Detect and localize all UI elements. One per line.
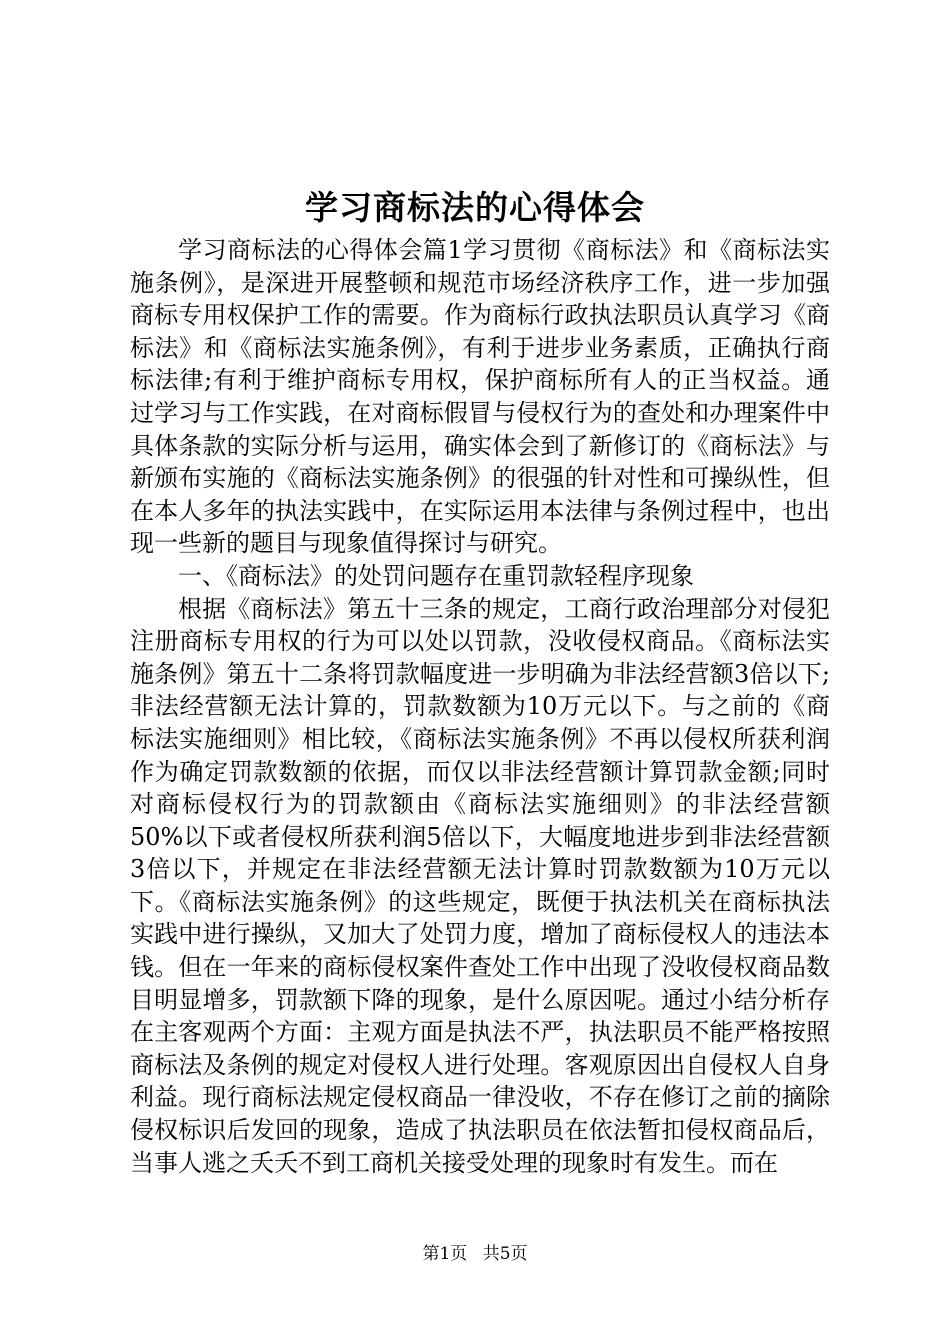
page-footer [0,1242,950,1266]
document-body [130,234,830,1179]
paragraph-intro: 学习商标法的心得体会篇1学习贯彻《商标法》和《商标法实施条例》，是深进开展整顿和规范市场经济秩序工作，进一步加强商标专用权保护工作的需要。作为商标行政执法职员认真学习《商标法》和《商标法实施条例》，有利于进步业务素质，正确执行商标法律;有利于维护商标专用权，保护商标所有人的正当权益。通过学习与工作实践，在对商标假冒与侵权行为的查处和办理案件中具体条款的实际分析与运用，确实体会到了新修订的《商标法》与新颁布实施的《商标法实施条例》的很强的针对性和可操纵性，但在本人多年的执法实践中，在实际运用本法律与条例过程中，也出现一些新的题目与现象值得探讨与研究。 [130,236,830,558]
page-count: 共5页 [482,1244,528,1264]
document-title: 学习商标法的心得体会 [305,188,645,227]
section-heading-1: 一、《商标法》的处罚问题存在重罚款轻程序现象 [178,561,694,590]
page-number: 第1页 [422,1244,468,1264]
paragraph-section-1: 根据《商标法》第五十三条的规定，工商行政治理部分对侵犯注册商标专用权的行为可以处以罚款，没收侵权商品。《商标法实施条例》第五十二条将罚款幅度进一步明确为非法经营额3倍以下;非法经营额无法计算的，罚款数额为10万元以下。与之前的《商标法实施细则》相比较，《商标法实施条例》不再以侵权所获利润作为确定罚款数额的依据，而仅以非法经营额计算罚款金额;同时对商标侵权行为的罚款额由《商标法实施细则》的非法经营额50%以下或者侵权所获利润5倍以下，大幅度地进步到非法经营额3倍以下，并规定在非法经营额无法计算时罚款数额为10万元以下。《商标法实施条例》的这些规定，既便于执法机关在商标执法实践中进行操纵，又加大了处罚力度，增加了商标侵权人的违法本钱。但在一年来的商标侵权案件查处工作中出现了没收侵权商品数目明显增多，罚款额下降的现象，是什么原因呢。通过小结分析存在主客观两个方面：主观方面是执法不严，执法职员不能严格按照商标法及条例的规定对侵权人进行处理。客观原因出自侵权人自身利益。现行商标法规定侵权商品一律没收，不存在修订之前的摘除侵权标识后发回的现象，造成了执法职员在依法暂扣侵权商品后，当事人逃之夭夭不到工商机关接受处理的现象时有发生。而在 [130,594,830,1177]
